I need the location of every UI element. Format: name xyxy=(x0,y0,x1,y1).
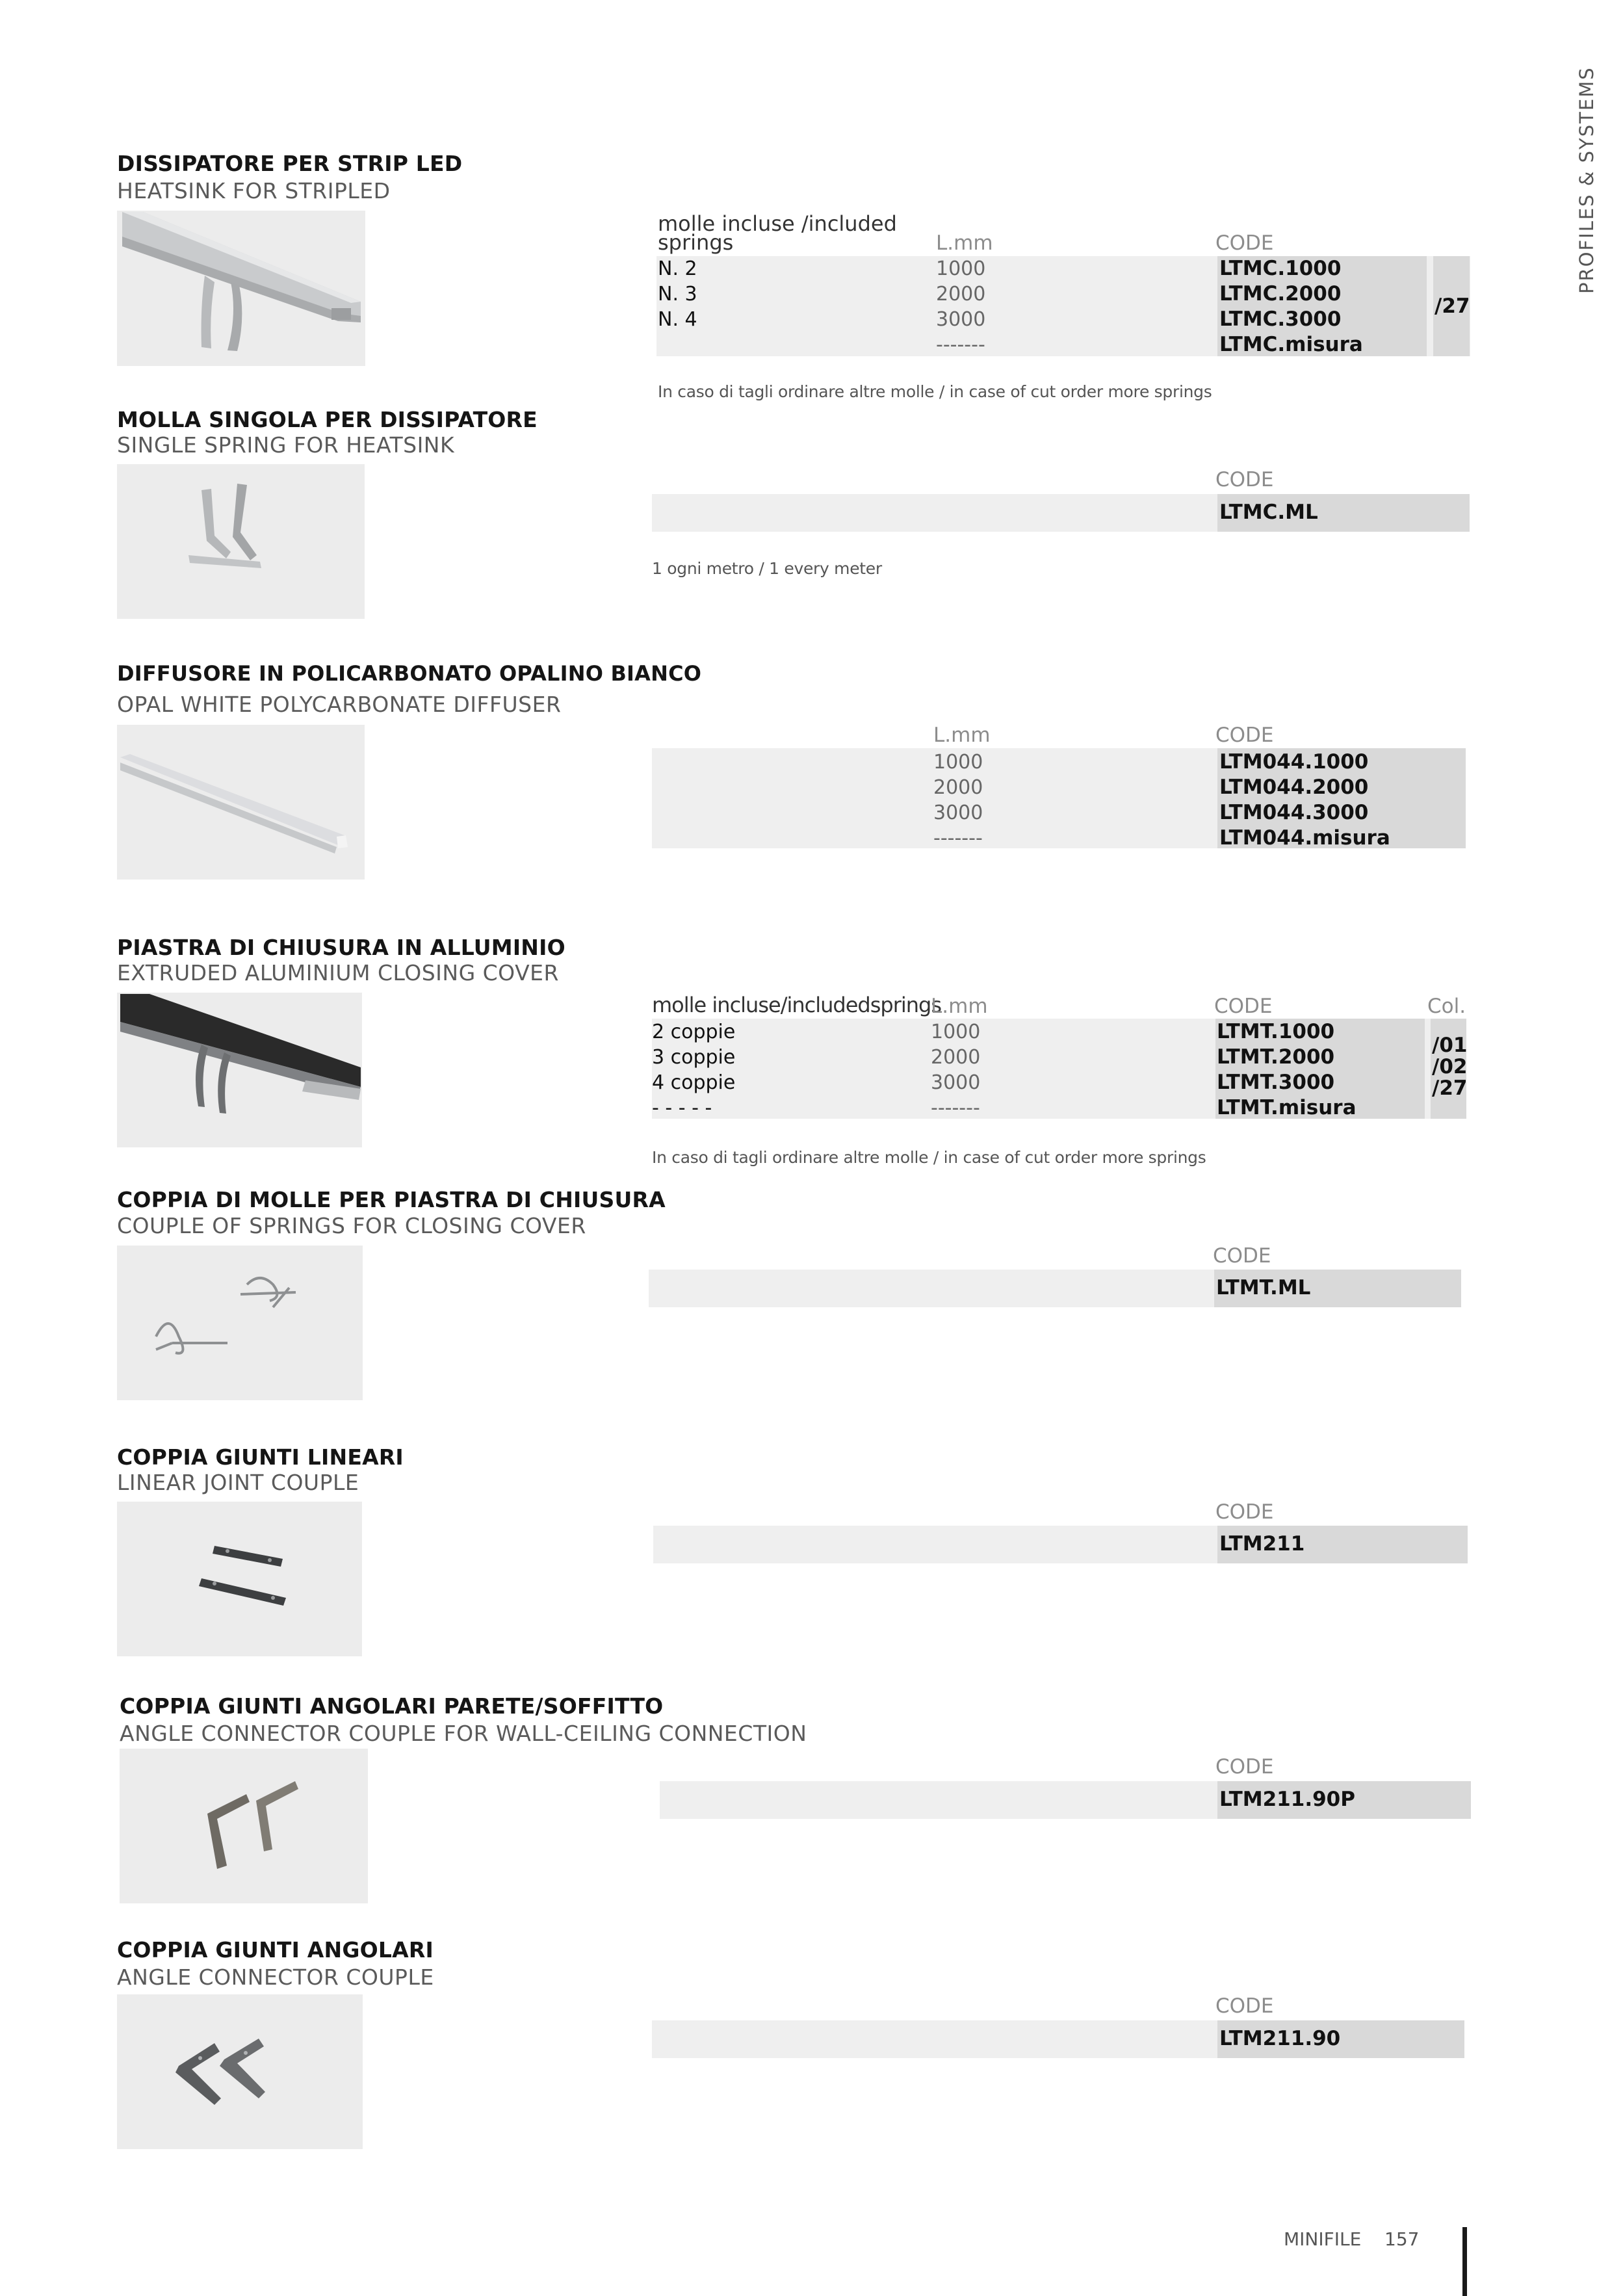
cell-code: LTMT.3000 xyxy=(1217,1071,1335,1094)
section-title: COPPIA DI MOLLE PER PIASTRA DI CHIUSURA xyxy=(117,1187,666,1212)
section-subtitle: ANGLE CONNECTOR COUPLE xyxy=(117,1964,434,1990)
product-image-linear-joints xyxy=(117,1502,362,1656)
cell-springs: N. 2 xyxy=(658,257,697,280)
header-springs: molle incluse/includedsprings xyxy=(652,993,942,1017)
section-subtitle: ANGLE CONNECTOR COUPLE FOR WALL-CEILING CONNECTION xyxy=(120,1721,807,1746)
cell-color: /02 xyxy=(1432,1055,1468,1078)
cell-length: ------- xyxy=(933,827,983,850)
cell-length: ------- xyxy=(931,1097,980,1119)
cell-springs: N. 3 xyxy=(658,283,697,306)
cell-springs: - - - - - xyxy=(652,1097,712,1119)
cell-length: 2000 xyxy=(933,776,983,799)
header-code: CODE xyxy=(1215,1755,1274,1779)
cell-springs: 4 coppie xyxy=(652,1071,736,1094)
section-title: MOLLA SINGOLA PER DISSIPATORE xyxy=(117,407,538,432)
section-subtitle: SINGLE SPRING FOR HEATSINK xyxy=(117,432,455,458)
section-subtitle: HEATSINK FOR STRIPLED xyxy=(117,178,391,203)
cell-code: LTMT.ML xyxy=(1216,1276,1311,1299)
cell-code: LTM044.misura xyxy=(1219,826,1390,850)
cell-code: LTMC.ML xyxy=(1219,501,1318,524)
header-length: L.mm xyxy=(933,724,991,747)
cell-code: LTMC.2000 xyxy=(1219,282,1342,306)
cell-code: LTMC.1000 xyxy=(1219,257,1342,280)
cell-length: 1000 xyxy=(931,1021,981,1043)
header-code: CODE xyxy=(1215,231,1274,255)
cell-springs: 2 coppie xyxy=(652,1021,736,1043)
cell-code: LTM044.3000 xyxy=(1219,801,1369,824)
cell-code: LTMC.misura xyxy=(1219,333,1363,356)
cell-springs: 3 coppie xyxy=(652,1046,736,1069)
product-image-diffuser xyxy=(117,725,365,880)
table-note: In caso di tagli ordinare altre molle / in case of cut order more springs xyxy=(652,1148,1206,1167)
footer-product: MINIFILE xyxy=(1284,2228,1362,2250)
section-subtitle: LINEAR JOINT COUPLE xyxy=(117,1470,359,1495)
header-springs: molle incluse /included springs xyxy=(658,211,897,255)
section-subtitle: COUPLE OF SPRINGS FOR CLOSING COVER xyxy=(117,1213,586,1238)
cell-code: LTMC.3000 xyxy=(1219,307,1342,331)
cell-code: LTM211.90 xyxy=(1219,2027,1341,2050)
header-code: CODE xyxy=(1215,1500,1274,1524)
cell-length: 2000 xyxy=(936,283,986,306)
table-note: In caso di tagli ordinare altre molle / in case of cut order more springs xyxy=(658,382,1212,401)
section-title: DIFFUSORE IN POLICARBONATO OPALINO BIANCO xyxy=(117,661,702,686)
section-title: COPPIA GIUNTI LINEARI xyxy=(117,1444,404,1470)
header-code: CODE xyxy=(1215,1994,1274,2018)
cell-length: 1000 xyxy=(933,751,983,774)
header-length: L.mm xyxy=(931,995,988,1018)
cell-code: LTM044.2000 xyxy=(1219,776,1369,799)
cell-code: LTM044.1000 xyxy=(1219,750,1369,774)
cell-length: ------- xyxy=(936,333,985,356)
table-note: 1 ogni metro / 1 every meter xyxy=(652,559,882,578)
header-code: CODE xyxy=(1215,724,1274,747)
cell-length: 3000 xyxy=(931,1071,981,1094)
header-code: CODE xyxy=(1215,468,1274,491)
section-title: DISSIPATORE PER STRIP LED xyxy=(117,151,463,176)
footer-bar xyxy=(1462,2227,1467,2296)
product-image-single-spring xyxy=(117,464,365,619)
section-subtitle: EXTRUDED ALUMINIUM CLOSING COVER xyxy=(117,960,559,985)
cell-length: 1000 xyxy=(936,257,986,280)
header-color: Col. xyxy=(1427,995,1466,1018)
header-length: L.mm xyxy=(936,231,993,255)
cell-length: 3000 xyxy=(936,308,986,331)
section-title: PIASTRA DI CHIUSURA IN ALLUMINIO xyxy=(117,935,565,960)
cell-code: LTM211.90P xyxy=(1219,1788,1355,1811)
product-image-heatsink xyxy=(117,211,365,366)
header-code: CODE xyxy=(1214,995,1273,1018)
section-subtitle: OPAL WHITE POLYCARBONATE DIFFUSER xyxy=(117,692,562,717)
cell-code: LTMT.2000 xyxy=(1217,1045,1335,1069)
cell-color: /27 xyxy=(1435,294,1470,318)
cell-length: 2000 xyxy=(931,1046,981,1069)
product-image-closing-cover xyxy=(117,993,362,1147)
product-image-cover-springs xyxy=(117,1246,363,1400)
cell-code: LTM211 xyxy=(1219,1532,1305,1556)
section-title: COPPIA GIUNTI ANGOLARI xyxy=(117,1937,434,1963)
section-title: COPPIA GIUNTI ANGOLARI PARETE/SOFFITTO xyxy=(120,1693,664,1719)
product-image-angle-connectors xyxy=(117,1994,363,2149)
page-number: 157 xyxy=(1384,2228,1420,2250)
sidebar-label: PROFILES & SYSTEMS xyxy=(1576,66,1598,294)
cell-springs: N. 4 xyxy=(658,308,697,331)
cell-color: /27 xyxy=(1432,1076,1468,1100)
product-image-wall-ceiling-connectors xyxy=(120,1749,368,1903)
cell-code: LTMT.1000 xyxy=(1217,1020,1335,1043)
cell-color: /01 xyxy=(1432,1034,1468,1057)
header-code: CODE xyxy=(1213,1244,1271,1268)
cell-code: LTMT.misura xyxy=(1217,1096,1357,1119)
cell-length: 3000 xyxy=(933,802,983,824)
